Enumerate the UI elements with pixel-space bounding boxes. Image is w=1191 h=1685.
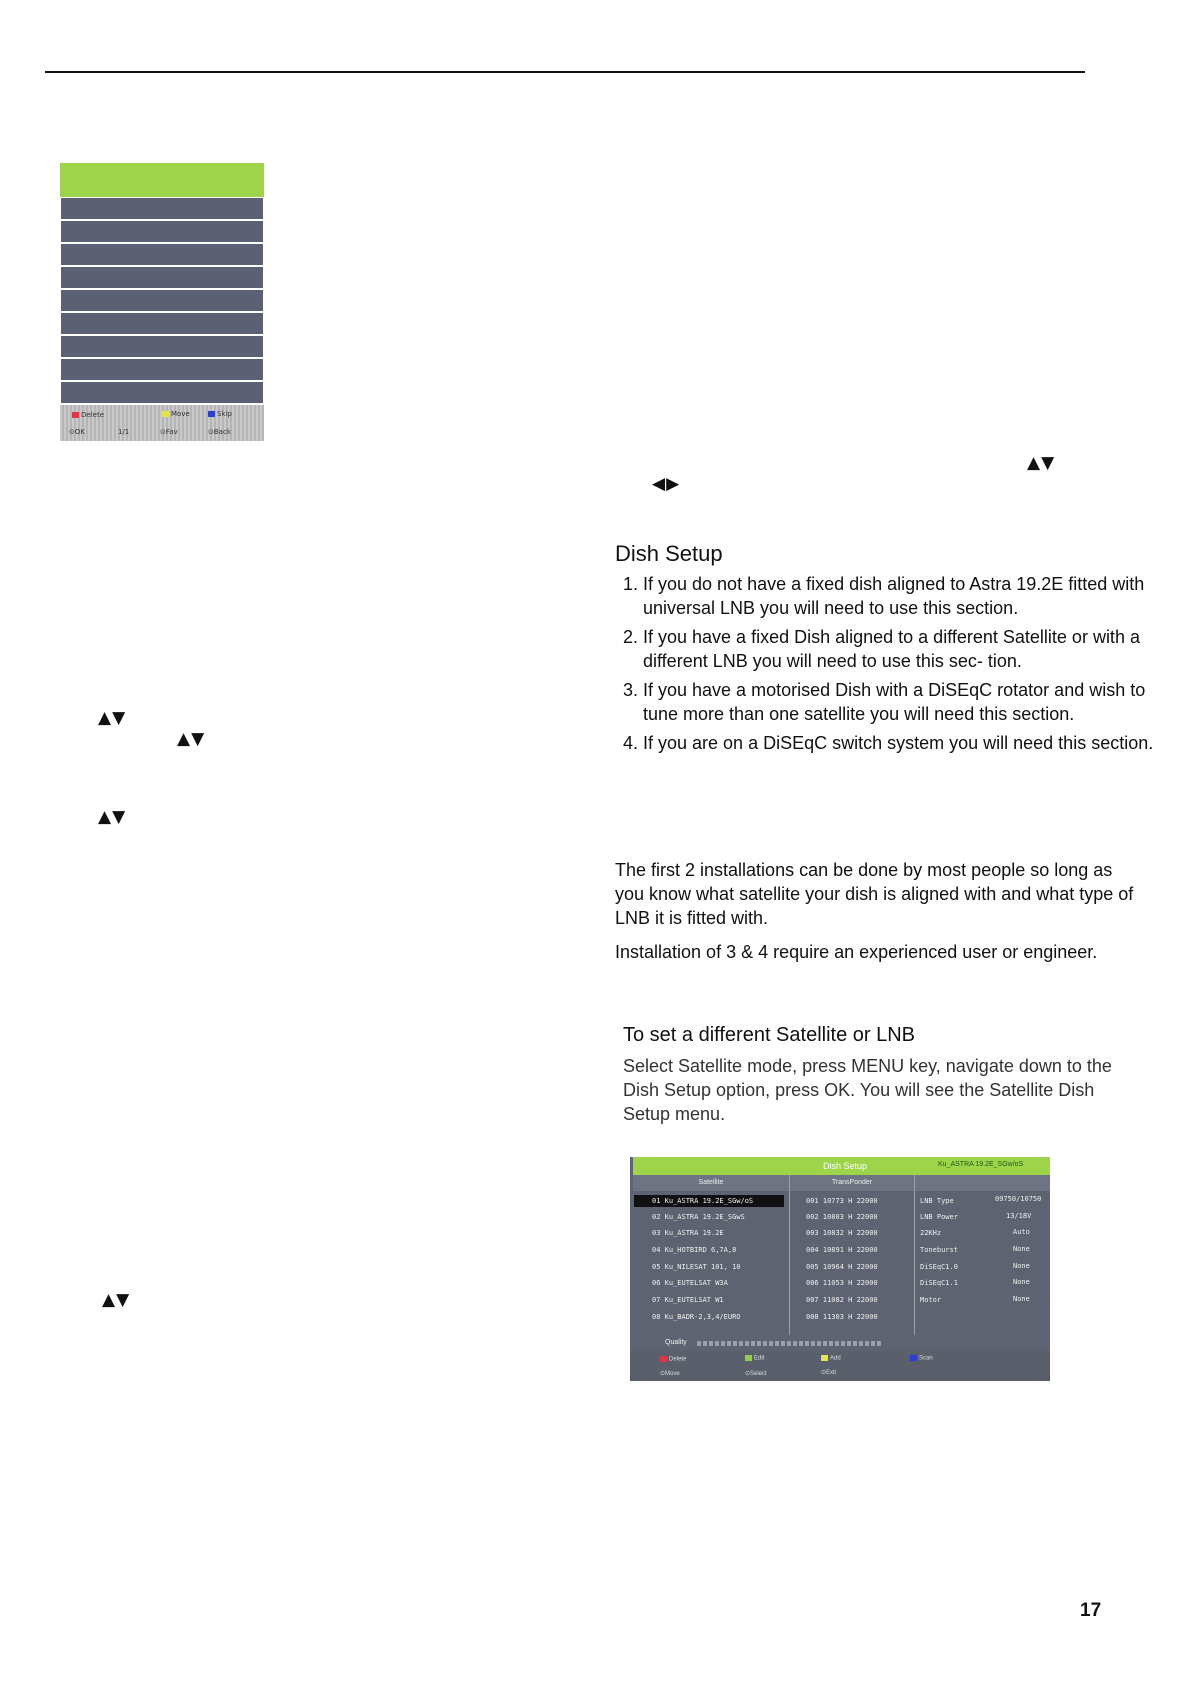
blue-key-icon bbox=[208, 411, 215, 417]
dish-setup-heading: Dish Setup bbox=[615, 541, 723, 566]
up-down-arrow-icon: ▲▼ bbox=[1027, 453, 1056, 473]
menu-row bbox=[61, 267, 263, 288]
quality-label: Quality bbox=[665, 1339, 687, 1346]
menu-header-bar bbox=[60, 163, 264, 197]
transponder-row: 001 10773 H 22000 bbox=[806, 1197, 878, 1205]
exit-hint: ⊙Exit bbox=[821, 1370, 837, 1376]
setting-value: Auto bbox=[1013, 1228, 1030, 1236]
red-key-icon bbox=[72, 412, 79, 418]
channel-edit-menu-image bbox=[60, 163, 264, 441]
menu-row bbox=[61, 221, 263, 242]
dish-button-bar bbox=[630, 1351, 1050, 1381]
footer-back: ⊙Back bbox=[208, 428, 231, 436]
different-satellite-heading: To set a different Satellite or LNB bbox=[623, 1024, 916, 1046]
satellite-row: 07 Ku_EUTELSAT W1 bbox=[652, 1296, 724, 1304]
setting-label: DiSEqC1.1 bbox=[920, 1279, 958, 1287]
menu-row bbox=[61, 382, 263, 403]
transponder-column-header: TransPonder bbox=[790, 1175, 914, 1191]
step-item: 3. If you have a motorised Dish with a DiSEqC rotator and wish to tune more than one satellite you will need this section. bbox=[643, 678, 1163, 726]
step-item: 2. If you have a fixed Dish aligned to a different Satellite or with a different LNB you will need to use this sec- tion. bbox=[643, 625, 1163, 673]
setting-value: None bbox=[1013, 1295, 1030, 1303]
blue-key-icon bbox=[910, 1355, 917, 1361]
satellite-row: 04 Ku_HOTBIRD 6,7A,8 bbox=[652, 1246, 737, 1254]
satellite-row: 08 Ku_BADR-2,3,4/EURO bbox=[652, 1313, 741, 1321]
menu-footer bbox=[60, 405, 264, 441]
up-down-arrow-icon: ▲▼ bbox=[102, 1290, 131, 1310]
up-down-arrow-icon: ▲▼ bbox=[98, 807, 127, 827]
move-hint: ⊙Move bbox=[660, 1371, 680, 1377]
step-item: 4. If you are on a DiSEqC switch system you will need this section. bbox=[643, 731, 1163, 755]
satellite-row: 03 Ku_ASTRA 19.2E bbox=[652, 1229, 724, 1237]
setting-label: Motor bbox=[920, 1296, 942, 1304]
column-divider bbox=[789, 1175, 790, 1335]
menu-row bbox=[61, 198, 263, 219]
up-down-arrow-icon: ▲▼ bbox=[177, 729, 206, 749]
dish-setup-steps bbox=[615, 572, 1163, 760]
transponder-row: 007 11082 H 22000 bbox=[806, 1296, 878, 1304]
green-key-icon bbox=[745, 1355, 752, 1361]
satellite-row: 02 Ku_ASTRA 19.2E_SGwS bbox=[652, 1213, 745, 1221]
yellow-key-icon bbox=[162, 411, 169, 417]
satellite-row: 01 Ku_ASTRA 19.2E_SGw/oS bbox=[652, 1197, 754, 1205]
transponder-row: 008 11303 H 22000 bbox=[806, 1313, 878, 1321]
menu-row bbox=[61, 313, 263, 334]
installation-note: The first 2 installations can be done by most people so long as you know what satellite your dish is aligned with and what type of LNB it is fitted with. bbox=[615, 860, 1134, 928]
satellite-row: 05 Ku_NILESAT 101, 10 bbox=[652, 1263, 741, 1271]
settings-column-header bbox=[915, 1175, 1050, 1191]
satellite-column-header: Satellite bbox=[633, 1175, 789, 1191]
footer-delete: Delete bbox=[72, 411, 104, 419]
setting-label: DiSEqC1.0 bbox=[920, 1263, 958, 1271]
setting-value: 09750/10750 bbox=[995, 1195, 1042, 1203]
edit-hint: Edit bbox=[745, 1355, 764, 1362]
footer-skip: Skip bbox=[208, 410, 232, 418]
header-rule bbox=[45, 71, 1085, 73]
footer-page: 1/1 bbox=[118, 428, 130, 436]
red-key-icon bbox=[660, 1356, 667, 1362]
transponder-row: 003 10832 H 22000 bbox=[806, 1229, 878, 1237]
setting-label: 22KHz bbox=[920, 1229, 942, 1237]
experienced-user-note: Installation of 3 & 4 require an experienced user or engineer. bbox=[615, 942, 1098, 962]
menu-row bbox=[61, 359, 263, 380]
yellow-key-icon bbox=[821, 1355, 828, 1361]
setting-label: Toneburst bbox=[920, 1246, 958, 1254]
dish-title-bar bbox=[633, 1157, 1050, 1175]
menu-row bbox=[61, 336, 263, 357]
current-satellite: Ku_ASTRA 19.2E_SGw/oS bbox=[938, 1161, 1024, 1168]
footer-move: Move bbox=[162, 410, 190, 418]
setting-value: None bbox=[1013, 1278, 1030, 1286]
setting-value: None bbox=[1013, 1262, 1030, 1270]
step-item: 1. If you do not have a fixed dish aligned to Astra 19.2E fitted with universal LNB you will need to use this section. bbox=[643, 572, 1163, 620]
transponder-row: 002 10803 H 22000 bbox=[806, 1213, 878, 1221]
transponder-row: 005 10964 H 22000 bbox=[806, 1263, 878, 1271]
footer-ok: ⊙OK bbox=[69, 428, 85, 436]
menu-row bbox=[61, 244, 263, 265]
setting-label: LNB Type bbox=[920, 1197, 954, 1205]
menu-row bbox=[61, 290, 263, 311]
add-hint: Add bbox=[821, 1355, 841, 1362]
scan-hint: Scan bbox=[910, 1355, 933, 1362]
quality-bar bbox=[697, 1341, 881, 1346]
setting-label: LNB Power bbox=[920, 1213, 958, 1221]
dish-setup-screen-image bbox=[630, 1157, 1050, 1381]
transponder-row: 004 10891 H 22000 bbox=[806, 1246, 878, 1254]
satellite-row: 06 Ku_EUTELSAT W3A bbox=[652, 1279, 728, 1287]
setting-value: None bbox=[1013, 1245, 1030, 1253]
select-hint: ⊙Select bbox=[745, 1371, 767, 1377]
page-number: 17 bbox=[1080, 1600, 1102, 1621]
footer-fav: ⊙Fav bbox=[160, 428, 178, 436]
delete-hint: Delete bbox=[660, 1356, 686, 1363]
up-down-arrow-icon: ▲▼ bbox=[98, 708, 127, 728]
left-right-arrow-icon: ◀▶ bbox=[652, 474, 681, 494]
transponder-row: 006 11053 H 22000 bbox=[806, 1279, 878, 1287]
dish-title: Dish Setup bbox=[823, 1161, 868, 1171]
different-satellite-body: Select Satellite mode, press MENU key, navigate down to the Dish Setup option, press OK. You will see the Satellite Dish Setup menu. bbox=[623, 1056, 1112, 1124]
setting-value: 13/18V bbox=[1006, 1212, 1032, 1220]
column-divider bbox=[914, 1175, 915, 1335]
